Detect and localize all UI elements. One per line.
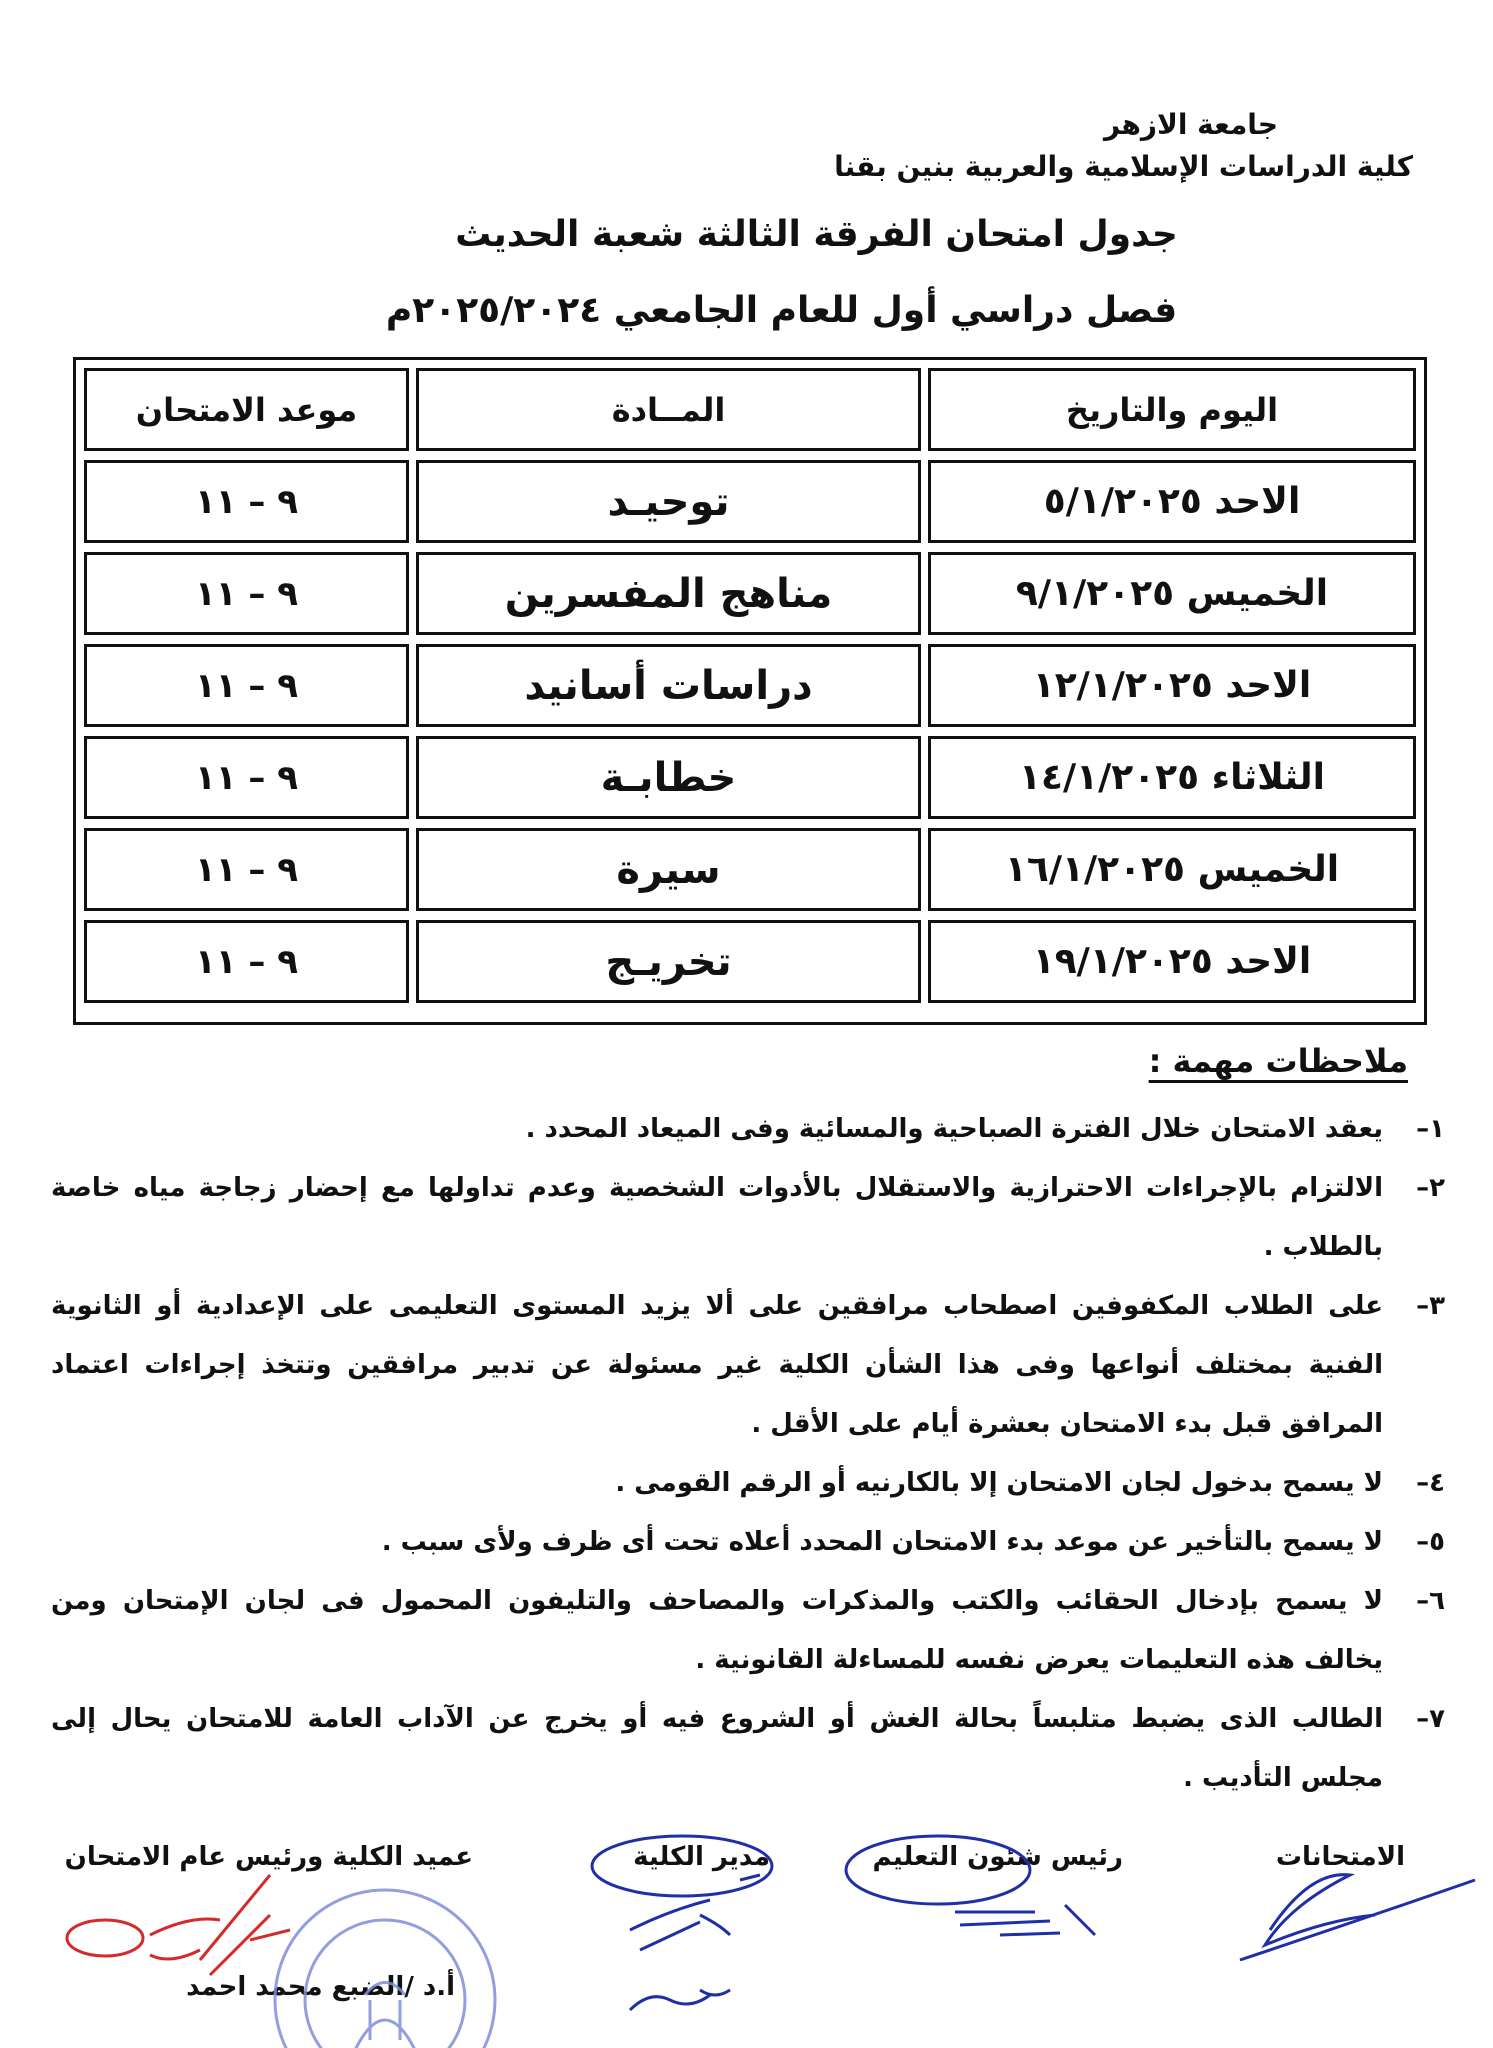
- row-day-date: الخميس ٩/١/٢٠٢٥: [928, 552, 1416, 635]
- row-subject: تخريـج: [416, 920, 921, 1003]
- signature-label-education-head: رئيس شئون التعليم: [872, 1842, 1123, 1872]
- note-text: لا يسمح بالتأخير عن موعد بدء الامتحان المحدد أعلاه تحت أى ظرف ولأى سبب .: [381, 1527, 1383, 1557]
- row-day-date: الاحد ١٢/١/٢٠٢٥: [928, 644, 1416, 727]
- dean-signature: [67, 1875, 290, 1975]
- row-subject: دراسات أسانيد: [416, 644, 921, 727]
- signature-label-director: مدير الكلية: [633, 1842, 770, 1872]
- faculty-name: كلية الدراسات الإسلامية والعربية بنين بقنا: [834, 150, 1413, 183]
- row-subject: سيرة: [416, 828, 921, 911]
- row-day-date: الخميس ١٦/١/٢٠٢٥: [928, 828, 1416, 911]
- exam-schedule-table: [73, 357, 1427, 1025]
- exams-signature: [1240, 1875, 1475, 1960]
- row-day-date: الاحد ١٩/١/٢٠٢٥: [928, 920, 1416, 1003]
- table-row: [84, 460, 1416, 543]
- note-item: [45, 1572, 1445, 1690]
- row-subject: خطابـة: [416, 736, 921, 819]
- note-item: [45, 1454, 1445, 1513]
- document-subtitle: فصل دراسي أول للعام الجامعي ٢٠٢٥/٢٠٢٤م: [385, 290, 1178, 331]
- row-exam-time: ٩ – ١١: [84, 460, 409, 543]
- note-item: [45, 1277, 1445, 1454]
- note-text: على الطلاب المكفوفين اصطحاب مرافقين على ألا يزيد المستوى التعليمى على الإعدادية أو الثانوية الفنية بمختلف أنواعها وفى هذا الشأن الكلية غير مسئولة عن تدبير مرافقين وتتخذ إجراءات اعتماد المرافق قبل بدء الامتحان بعشرة أيام على الأقل .: [51, 1291, 1383, 1439]
- note-text: يعقد الامتحان خلال الفترة الصباحية والمسائية وفى الميعاد المحدد .: [525, 1114, 1383, 1144]
- note-number: ٢–: [1416, 1173, 1445, 1203]
- table-row: [84, 920, 1416, 1003]
- note-number: ٦–: [1416, 1586, 1445, 1616]
- note-number: ٧–: [1416, 1704, 1445, 1734]
- note-number: ١–: [1416, 1114, 1445, 1144]
- row-exam-time: ٩ – ١١: [84, 644, 409, 727]
- signature-label-exams: الامتحانات: [1275, 1842, 1405, 1872]
- header-subject: المــادة: [416, 368, 921, 451]
- note-number: ٤–: [1416, 1468, 1445, 1498]
- table-header-row: [84, 368, 1416, 451]
- row-subject: مناهج المفسرين: [416, 552, 921, 635]
- signature-label-dean: عميد الكلية ورئيس عام الامتحان: [64, 1842, 473, 1872]
- row-subject: توحيـد: [416, 460, 921, 543]
- note-text: لا يسمح بدخول لجان الامتحان إلا بالكارنيه أو الرقم القومى .: [615, 1468, 1383, 1498]
- dean-name: أ.د /الضبع محمد احمد: [186, 1972, 455, 2002]
- university-stamp: [275, 1890, 495, 2048]
- table-row: [84, 736, 1416, 819]
- note-item: [45, 1513, 1445, 1572]
- note-item: [45, 1159, 1445, 1277]
- row-exam-time: ٩ – ١١: [84, 920, 409, 1003]
- header-exam-time: موعد الامتحان: [84, 368, 409, 451]
- header-day-date: اليوم والتاريخ: [928, 368, 1416, 451]
- note-text: الالتزام بالإجراءات الاحترازية والاستقلال بالأدوات الشخصية وعدم تداولها مع إحضار زجاجة مياه خاصة بالطلاب .: [51, 1173, 1383, 1262]
- note-item: [45, 1100, 1445, 1159]
- table-row: [84, 828, 1416, 911]
- note-item: [45, 1690, 1445, 1808]
- row-exam-time: ٩ – ١١: [84, 736, 409, 819]
- row-exam-time: ٩ – ١١: [84, 552, 409, 635]
- note-text: الطالب الذى يضبط متلبساً بحالة الغش أو الشروع فيه أو يخرج عن الآداب العامة للامتحان يحال إلى مجلس التأديب .: [51, 1704, 1383, 1793]
- note-text: لا يسمح بإدخال الحقائب والكتب والمذكرات والمصاحف والتليفون المحمول فى لجان الإمتحان ومن يخالف هذه التعليمات يعرض نفسه للمساءلة القانونية .: [51, 1586, 1383, 1675]
- table-row: [84, 552, 1416, 635]
- row-day-date: الاحد ٥/١/٢٠٢٥: [928, 460, 1416, 543]
- note-number: ٥–: [1416, 1527, 1445, 1557]
- table-row: [84, 644, 1416, 727]
- row-exam-time: ٩ – ١١: [84, 828, 409, 911]
- notes-heading: ملاحظات مهمة :: [1148, 1042, 1408, 1080]
- note-number: ٣–: [1416, 1291, 1445, 1321]
- notes-list: [45, 1100, 1445, 1808]
- document-title: جدول امتحان الفرقة الثالثة شعبة الحديث: [455, 214, 1178, 255]
- university-name: جامعة الازهر: [1104, 108, 1278, 141]
- row-day-date: الثلاثاء ١٤/١/٢٠٢٥: [928, 736, 1416, 819]
